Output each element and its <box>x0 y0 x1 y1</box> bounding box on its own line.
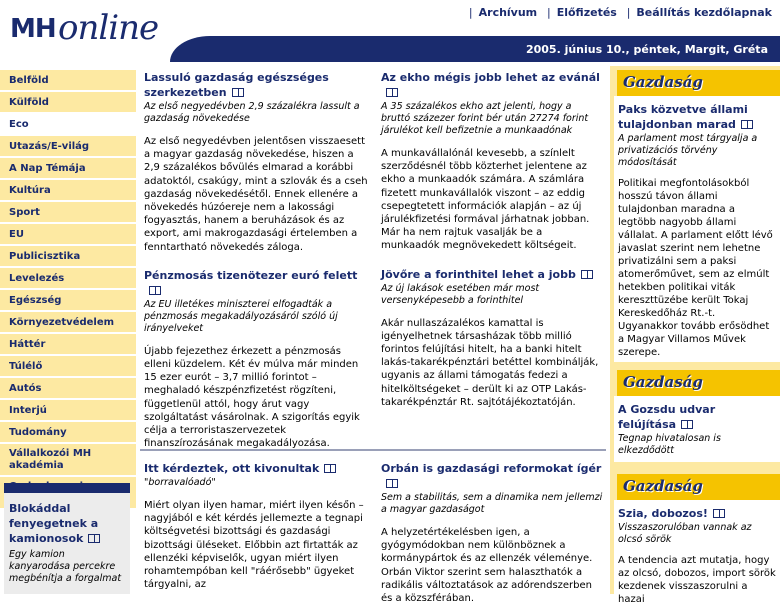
article-lead: Az EU illetékes miniszterei elfogadták a pénzmosás megakadályozásáról szóló új irányelveket <box>144 298 338 334</box>
nav-item-autos[interactable]: Autós <box>0 378 136 400</box>
sidebar-article-body: A tendencia azt mutatja, hogy az olcsó, dobozos, import sörök kezdenek visszaszorulni a hazai <box>618 555 776 605</box>
sidebar-box <box>614 70 780 362</box>
article-lead: "borravalóadó" <box>144 477 216 488</box>
nav-item-sport[interactable]: Sport <box>0 202 136 224</box>
sidebar-box <box>614 474 780 605</box>
sidebar-article-body: Politikai megfontolásokból hosszú távon állami tulajdonban maradna a legtöbb nagyobb állami vállalat. A parlament előtt lévő javaslat szerint nem lehetne privatizálni sem a paksi atomerőművet, sem az elmúlt hetekben politikai viták kereszttüzébe került Tokaj Kereskedőház Rt.-t. Ugyanakkor tovább erősödhet a Magyar Villamos Művek szerepe. <box>618 178 773 358</box>
article-title[interactable]: Itt kérdeztek, ott kivonultak <box>144 461 368 476</box>
nav-item-publicisztika[interactable]: Publicisztika <box>0 246 136 268</box>
economy-sidebar <box>610 66 780 605</box>
article-column-1 <box>144 70 368 450</box>
nav-item-kulfold[interactable]: Külföld <box>0 92 136 114</box>
book-icon <box>681 420 693 429</box>
book-icon <box>386 479 398 488</box>
article-body: A munkavállalónál kevesebb, a színlelt szerződésnél több közterhet jelentene az ekho a munkaadók számára. A számlára fizetett munkavállalók viszont – az eddig csepegtetett információk alapján – az új járulékfizetési formával járhatnak jobban. Már ha nem rajtuk vasalják be a munkaadók megnövekedett költségeit. <box>381 148 590 252</box>
nav-item-utazas[interactable]: Utazás/E-világ <box>0 136 136 158</box>
article-lead: Az első negyedévben 2,9 százalékra lassult a gazdaság növekedése <box>144 101 360 124</box>
archive-link[interactable]: Archívum <box>478 6 538 19</box>
article <box>144 268 368 451</box>
book-icon <box>741 120 753 129</box>
separator: | <box>468 6 473 19</box>
book-icon <box>88 534 100 543</box>
article <box>381 267 603 409</box>
article-body: A helyzetértékelésben igen, a gyógymódokban nem különböznek a kormánypártok és az ellenzék véleménye. Orbán Viktor szerint sem halaszthatók a radikális változtatások az adórendszerben és a közszférában. <box>381 527 593 605</box>
nav-item-eu[interactable]: EU <box>0 224 136 246</box>
article <box>381 70 603 253</box>
nav-item-hatter[interactable]: Háttér <box>0 334 136 356</box>
section-header: Gazdaság <box>614 370 780 396</box>
nav-item-tudomany[interactable]: Tudomány <box>0 422 136 444</box>
nav-item-tulelo[interactable]: Túlélő <box>0 356 136 378</box>
article-title[interactable]: Az ekho mégis jobb lehet az evánál <box>381 70 603 100</box>
article-body: Újabb fejezethez érkezett a pénzmosás elleni küzdelem. Két év múlva már minden 15 ezer eurót – 3,7 millió forintot – meghaladó készpénzfizetést rögzíteni, függetlenül attól, hogy árut vagy szolgáltatást vásárolnak. A szigorítás egyik célja a terroristaszervezetek finanszírozásának megakadályozása. <box>144 345 360 450</box>
article-lead: Az új lakások esetében már most versenyképesebb a forinthitel <box>381 282 540 306</box>
nav-item-kornyezetvedelem[interactable]: Környezetvédelem <box>0 312 136 334</box>
promo-title[interactable]: Blokáddal fenyegetnek a kamionosok <box>9 501 125 546</box>
nav-item-levelezes[interactable]: Levelezés <box>0 268 136 290</box>
book-icon <box>149 286 161 295</box>
article-column-1-bottom <box>144 461 368 591</box>
nav-item-kultura[interactable]: Kultúra <box>0 180 136 202</box>
sidebar-box <box>614 370 780 462</box>
nav-item-belfold[interactable]: Belföld <box>0 70 136 92</box>
logo-mh-text: MH <box>10 14 56 44</box>
site-logo[interactable] <box>0 0 200 64</box>
sidebar-article-title[interactable]: Szia, dobozos! <box>618 506 776 521</box>
article-title[interactable]: Lassuló gazdaság egészséges szerkezetben <box>144 71 329 99</box>
set-homepage-link[interactable]: Beállítás kezdőlapnak <box>636 6 772 19</box>
logo-online-text: online <box>58 8 159 48</box>
date-bar <box>170 36 780 62</box>
sidebar-article-lead: A parlament most tárgyalja a privatizációs törvény módosítását <box>618 133 758 168</box>
top-links-bar <box>200 0 780 36</box>
separator: | <box>626 6 631 19</box>
article-body: Miért olyan ilyen hamar, miért ilyen későn – nagyjából e két kérdés jellemezte a tegnapi költségvetési bizottsági és gazdasági bizottsági üléseket. Előbbin azt firtatták az ellenzéki képviselők, ugyan miért ilyen rohamtempóban kell "ráérősebb" ügyeket tárgyalni, az <box>144 500 364 591</box>
top-links <box>463 6 772 19</box>
sidebar-article-title[interactable]: A Gozsdu udvar felújítása <box>618 403 716 431</box>
nav-item-egeszseg[interactable]: Egészség <box>0 290 136 312</box>
article-lead: A 35 százalékos ekho azt jelenti, hogy a bruttó százezer forint bér után 27274 forint járulékot kell befizetnie a munkaadónak <box>381 101 589 136</box>
article-column-2 <box>381 70 603 409</box>
section-nav <box>0 70 136 510</box>
promo-lead: Egy kamion kanyarodása percekre megbénítja a forgalmat <box>9 549 122 584</box>
section-header: Gazdaság <box>614 474 780 500</box>
nav-item-interju[interactable]: Interjú <box>0 400 136 422</box>
article-body: Az első negyedévben jelentősen visszaesett a magyar gazdaság növekedése, hiszen a 2,9 százalékos bővülés elmarad a korábbi adatoktól, csakúgy, mint a szlovák és a cseh gazdaság növekedésétől. Ennek ellenére a növekedés húzóereje nem a lakossági fogyasztás, hanem a beruházások és az export, ami makrogazdasági értelemben a fenntartható növekedés záloga. <box>144 136 368 253</box>
article-title[interactable]: Orbán is gazdasági reformokat ígér <box>381 461 603 491</box>
book-icon <box>232 88 244 97</box>
article <box>144 70 368 254</box>
promo-box <box>4 483 130 594</box>
section-header: Gazdaság <box>614 70 780 96</box>
book-icon <box>581 270 593 279</box>
nav-item-eco[interactable]: Eco <box>0 114 136 136</box>
article-lead: Sem a stabilitás, sem a dinamika nem jellemzi a magyar gazdaságot <box>381 492 603 515</box>
sidebar-article-lead: Visszaszorulóban vannak az olcsó sörök <box>618 522 752 545</box>
article-title[interactable]: Pénzmosás tizenötezer euró felett <box>144 268 368 298</box>
current-date: 2005. június 10., péntek, Margit, Gréta <box>525 43 768 56</box>
article <box>144 461 368 591</box>
article-body: Akár nullaszázalékos kamattal is igényelhetnek társasházak több millió forintos felújítási hitelt, ha a banki hitelt lakás-takarékpénztári betéttel kombinálják, ugyanis az állami támogatás fedezi a hitelköltségeket – derült ki az OTP Lakás-takarékpénztár Rt. sajtótájékoztatóján. <box>381 317 599 408</box>
article <box>381 461 603 605</box>
sidebar-article-title[interactable]: Paks közvetve állami tulajdonban marad <box>618 102 776 132</box>
site-header <box>0 0 780 64</box>
nav-item-vallalkozoi-akademia[interactable]: Vállalkozói MH akadémia <box>0 444 136 477</box>
article-title[interactable]: Jövőre a forinthitel lehet a jobb <box>381 267 603 282</box>
divider <box>140 449 606 451</box>
sidebar-article-lead: Tegnap hivatalosan is elkezdődött <box>618 433 721 456</box>
separator: | <box>547 6 551 19</box>
article-column-2-bottom <box>381 461 603 605</box>
book-icon <box>324 464 336 473</box>
nav-item-a-nap-temaja[interactable]: A Nap Témája <box>0 158 136 180</box>
subscription-link[interactable]: Előfizetés <box>556 6 617 19</box>
book-icon <box>713 509 725 518</box>
book-icon <box>386 88 398 97</box>
